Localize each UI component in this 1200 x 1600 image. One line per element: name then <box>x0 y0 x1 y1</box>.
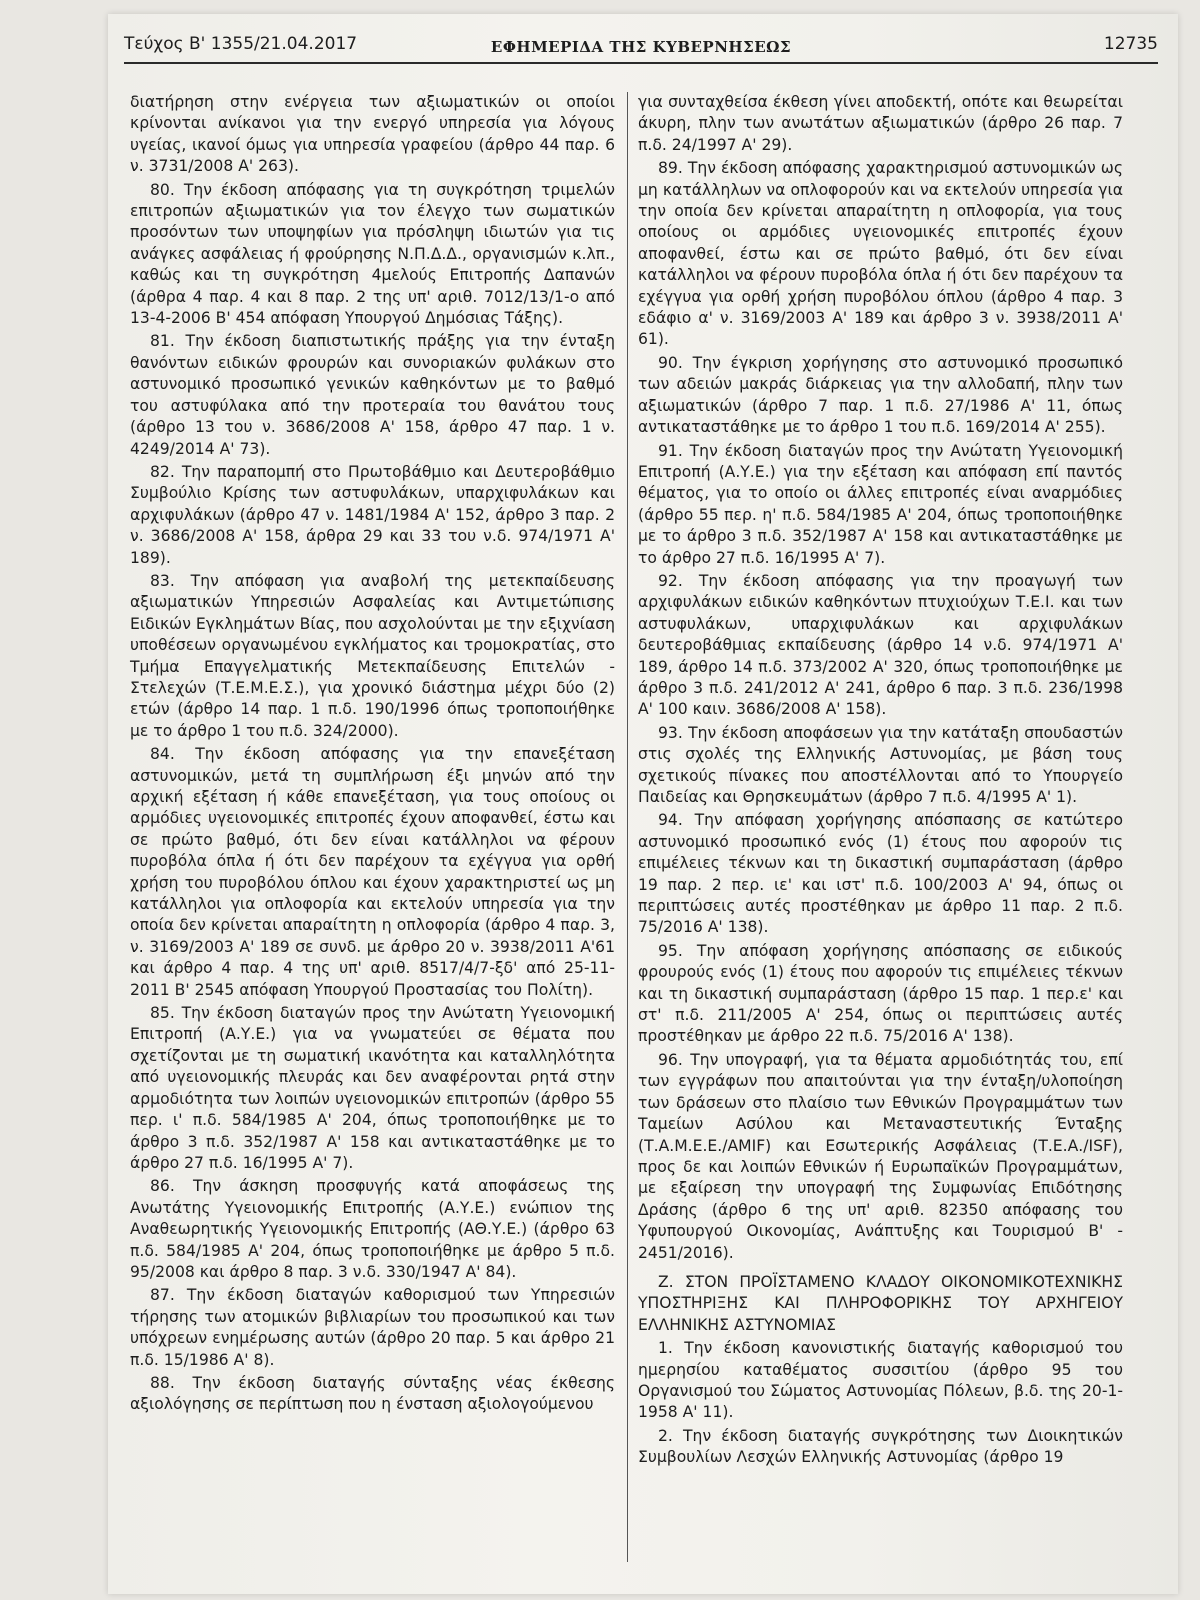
paragraph-88: 88. Την έκδοση διαταγής σύνταξης νέας έκθεσης αξιολόγησης σε περίπτωση που η ένσταση αξιολογούμενου <box>130 1373 615 1414</box>
paragraph-88-continued: για συνταχθείσα έκθεση γίνει αποδεκτή, οπότε και θεωρείται άκυρη, πλην των ανωτάτων αξιωματικών (άρθρο 26 παρ. 7 π.δ. 24/1997 Α' 29). <box>638 93 1123 154</box>
paragraph-79-continued: διατήρηση στην ενέργεια των αξιωματικών οι οποίοι κρίνονται ανίκανοι για την ενεργό υπηρεσία για λόγους υγείας, ικανοί όμως για υπηρεσία γραφείου (άρθρο 44 παρ. 6 ν. 3731/2008 Α' 263). <box>130 93 615 176</box>
paragraph-81: 81. Την έκδοση διαπιστωτικής πράξης για την ένταξη θανόντων ειδικών φρουρών και συνοριακών φυλάκων στο αστυνομικό προσωπικό γενικών καθηκόντων με το βαθμό του αστυφύλακα από την προτεραία του θανάτου τους (άρθρο 13 του ν. 3686/2008 Α' 158, άρθρο 47 παρ. 1 ν. 4249/2014 Α' 73). <box>130 332 615 458</box>
page-header <box>124 32 1158 64</box>
paragraph-90: 90. Την έγκριση χορήγησης στο αστυνομικό προσωπικό των αδειών μακράς διάρκειας για την αλλοδαπή, πλην των αξιωματικών (άρθρο 7 παρ. 1 π.δ. 27/1986 Α' 11, όπως αντικαταστάθηκε με το άρθρο 1 του π.δ. 169/2014 Α' 255). <box>638 353 1123 437</box>
paragraph-82: 82. Την παραπομπή στο Πρωτοβάθμιο και Δευτεροβάθμιο Συμβούλιο Κρίσης των αστυφυλάκων, υπαρχιφυλάκων και αρχιφυλάκων (άρθρο 47 ν. 1481/1984 Α' 152, άρθρο 3 παρ. 2 ν. 3686/2008 Α' 158, άρθρα 29 και 33 του ν.δ. 974/1971 Α' 189). <box>130 462 615 567</box>
gazette-page <box>108 14 1178 1594</box>
paragraph-89: 89. Την έκδοση απόφασης χαρακτηρισμού αστυνομικών ως μη κατάλληλων να οπλοφορούν και να εκτελούν υπηρεσία για την οποία δεν κρίνεται απαραίτητη η οπλοφορία, για τους οποίους οι αρμόδιες υγειονομικές επιτροπές έχουν αποφανθεί, έστω και σε πρώτο βαθμό, ότι δεν είναι κατάλληλοι να φέρουν πυροβόλα όπλα ή ότι δεν παρέχουν τα εχέγγυα για ορθή χρήση πυροβόλου όπλου (άρθρο 4 παρ. 3 εδάφιο α' ν. 3169/2003 Α' 189 και άρθρο 3 ν. 3938/2011 Α' 61). <box>638 159 1123 349</box>
paragraph-80: 80. Την έκδοση απόφασης για τη συγκρότηση τριμελών επιτροπών αξιωματικών για τον έλεγχο των σωματικών προσόντων των υποψηφίων για πρόσληψη ιδιωτών για τις ανάγκες ασφάλειας ή φρούρησης Ν.Π.Δ.Δ., οργανισμών κ.λπ., καθώς και τη συγκρότηση 4μελούς Επιτροπής Δαπανών (άρθρα 4 παρ. 4 και 8 παρ. 2 της υπ' αριθ. 7012/13/1-ο από 13-4-2006 Β' 454 απόφαση Υπουργού Δημόσιας Τάξης). <box>130 180 615 328</box>
left-column <box>130 92 615 1418</box>
column-divider <box>627 92 628 1562</box>
paragraph-93: 93. Την έκδοση αποφάσεων για την κατάταξη σπουδαστών στις σχολές της Ελληνικής Αστυνομίας, με βάση τους σχετικούς πίνακες που αποστέλλονται από το Υπουργείο Παιδείας και Θρησκευμάτων (άρθρο 7 π.δ. 4/1995 Α' 1). <box>638 723 1123 806</box>
paragraph-86: 86. Την άσκηση προσφυγής κατά αποφάσεως της Ανωτάτης Υγειονομικής Επιτροπής (Α.Υ.Ε.) ενώπιον της Αναθεωρητικής Υγειονομικής Επιτροπής (ΑΘ.Υ.Ε.) (άρθρο 63 π.δ. 584/1985 Α' 204, όπως τροποποιήθηκε με άρθρο 5 π.δ. 95/2008 και άρθρο 8 παρ. 3 ν.δ. 330/1947 Α' 84). <box>130 1177 615 1281</box>
right-column <box>638 92 1123 1471</box>
paragraph-84: 84. Την έκδοση απόφασης για την επανεξέταση αστυνομικών, μετά τη συμπλήρωση έξι μηνών από την αρχική εξέταση ή κάθε επανεξέταση, για τους οποίους οι αρμόδιες υγειονομικές επιτροπές έχουν αποφανθεί, έστω και σε πρώτο βαθμό, ότι δεν είναι κατάλληλοι να φέρουν πυροβόλα όπλα ή ότι δεν παρέχουν τα εχέγγυα για ορθή χρήση του πυροβόλου όπλου και έχουν χαρακτηριστεί ως μη κατάλληλοι για οπλοφορία και εκτελούν υπηρεσία για την οποία δεν κρίνεται απαραίτητη η οπλοφορία (άρθρο 4 παρ. 3, ν. 3169/2003 Α' 189 σε συνδ. με άρθρο 20 ν. 3938/2011 Α'61 και άρθρο 4 παρ. 4 της υπ' αριθ. 8517/4/7-ξδ' από 25-11-2011 Β' 2545 απόφαση Υπουργού Προστασίας του Πολίτη). <box>130 745 615 999</box>
paragraph-91: 91. Την έκδοση διαταγών προς την Ανώτατη Υγειονομική Επιτροπή (Α.Υ.Ε.) για την εξέταση και απόφαση επί παντός θέματος, για το οποίο οι άλλες επιτροπές είναι αναρμόδιες (άρθρο 55 περ. η' π.δ. 584/1985 Α' 204, όπως τροποποιήθηκε με το άρθρο 3 π.δ. 352/1987 Α' 158 και αντικαταστάθηκε με το άρθρο 27 π.δ. 16/1995 Α' 7). <box>638 441 1123 567</box>
paragraph-95: 95. Την απόφαση χορήγησης απόσπασης σε ειδικούς φρουρούς ενός (1) έτους που αφορούν τις επιμέλειες τέκνων και τη δικαστική συμπαράσταση (άρθρο 15 παρ. 1 περ.ε' και στ' π.δ. 211/2005 Α' 254, όπως οι περιπτώσεις αυτές προστέθηκαν με άρθρο 22 π.δ. 75/2016 Α' 138). <box>638 941 1123 1046</box>
paragraph-87: 87. Την έκδοση διαταγών καθορισμού των Υπηρεσιών τήρησης των ατομικών βιβλιαρίων του προσωπικού και των υπόχρεων ενημέρωσης αυτών (άρθρο 20 παρ. 5 και άρθρο 21 π.δ. 15/1986 Α' 8). <box>130 1286 615 1369</box>
paragraph-z2: 2. Την έκδοση διαταγής συγκρότησης των Διοικητικών Συμβουλίων Λεσχών Ελληνικής Αστυνομίας (άρθρο 19 <box>638 1426 1123 1467</box>
paragraph-z1: 1. Την έκδοση κανονιστικής διαταγής καθορισμού του ημερησίου καταθέματος συσσιτίου (άρθρο 95 του Οργανισμού του Σώματος Αστυνομίας Πόλεων, β.δ. της 20-1-1958 Α' 11). <box>638 1339 1123 1422</box>
page-number: 12735 <box>1103 34 1158 54</box>
paragraph-96: 96. Την υπογραφή, για τα θέματα αρμοδιότητάς του, επί των εγγράφων που απαιτούνται για την ένταξη/υλοποίηση των δράσεων στο πλαίσιο των Εθνικών Προγραμμάτων των Ταμείων Ασύλου και Μεταναστευτικής Ένταξης (Τ.Α.Μ.Ε.Ε./AMIF) και Εσωτερικής Ασφάλειας (Τ.Ε.Α./ISF), προς δε και λοιπών Εθνικών ή Ευρωπαϊκών Προγραμμάτων, με εξαίρεση την υπογραφή της Συμφωνίας Επιδότησης Δράσης (άρθρο 6 της υπ' αριθ. 82350 απόφασης του Υφυπουργού Οικονομίας, Ανάπτυξης και Τουρισμού Β' - 2451/2016). <box>638 1050 1123 1262</box>
issue-label: Τεύχος Β' 1355/21.04.2017 <box>124 34 358 54</box>
paragraph-94: 94. Την απόφαση χορήγησης απόσπασης σε κατώτερο αστυνομικό προσωπικό ενός (1) έτους που αφορούν τις επιμέλειες τέκνων και τη δικαστική συμπαράσταση (άρθρο 19 παρ. 2 περ. ιε' και ιστ' π.δ. 100/2003 Α' 94, όπως οι περιπτώσεις αυτές προστέθηκαν με άρθρο 11 παρ. 2 π.δ. 75/2016 Α' 138). <box>638 811 1123 937</box>
section-heading-z: Ζ. ΣΤΟΝ ΠΡΟΪΣΤΑΜΕΝΟ ΚΛΑΔΟΥ ΟΙΚΟΝΟΜΙΚΟΤΕΧΝΙΚΗΣ ΥΠΟΣΤΗΡΙΞΗΣ ΚΑΙ ΠΛΗΡΟΦΟΡΙΚΗΣ ΤΟΥ ΑΡΧΗΓΕΙΟΥ ΕΛΛΗΝΙΚΗΣ ΑΣΤΥΝΟΜΙΑΣ <box>638 1272 1123 1334</box>
paragraph-85: 85. Την έκδοση διαταγών προς την Ανώτατη Υγειονομική Επιτροπή (Α.Υ.Ε.) για να γνωματεύει σε θέματα που σχετίζονται με τη σωματική ικανότητα και καταλληλότητα από υγειονομικής πλευράς και δεν αναφέρονται ρητά στην αρμοδιότητα των λοιπών υγειονομικών επιτροπών (άρθρο 55 περ. ι' π.δ. 584/1985 Α' 204, όπως τροποποιήθηκε με το άρθρο 3 π.δ. 352/1987 Α' 158 και αντικαταστάθηκε με το άρθρο 27 π.δ. 16/1995 Α' 7). <box>130 1004 615 1172</box>
paragraph-92: 92. Την έκδοση απόφασης για την προαγωγή των αρχιφυλάκων ειδικών καθηκόντων πτυχιούχων Τ.Ε.Ι. και των αστυφυλάκων, υπαρχιφυλάκων και αρχιφυλάκων δευτεροβάθμιας εκπαίδευσης (άρθρο 14 ν.δ. 974/1971 Α' 189, άρθρο 14 π.δ. 373/2002 Α' 320, όπως τροποποιήθηκε με άρθρο 3 π.δ. 241/2012 Α' 241, άρθρο 6 παρ. 3 π.δ. 236/1998 Α' 100 καιν. 3686/2008 Α' 158). <box>638 571 1123 719</box>
paragraph-83: 83. Την απόφαση για αναβολή της μετεκπαίδευσης αξιωματικών Υπηρεσιών Ασφαλείας και Αντιμετώπισης Ειδικών Εγκλημάτων Βίας, που ασχολούνται με την εξιχνίαση υποθέσεων οργανωμένου εγκλήματος και τρομοκρατίας, στο Τμήμα Επαγγελματικής Μετεκπαίδευσης Επιτελών - Στελεχών (Τ.Ε.Μ.Ε.Σ.), για χρονικό διάστημα μέχρι δύο (2) ετών (άρθρο 14 παρ. 1 π.δ. 190/1996 όπως τροποποιήθηκε με το άρθρο 1 του π.δ. 324/2000). <box>130 571 615 740</box>
gazette-title: ΕΦΗΜΕΡΙΔΑ ΤΗΣ ΚΥΒΕΡΝΗΣΕΩΣ <box>490 38 792 56</box>
